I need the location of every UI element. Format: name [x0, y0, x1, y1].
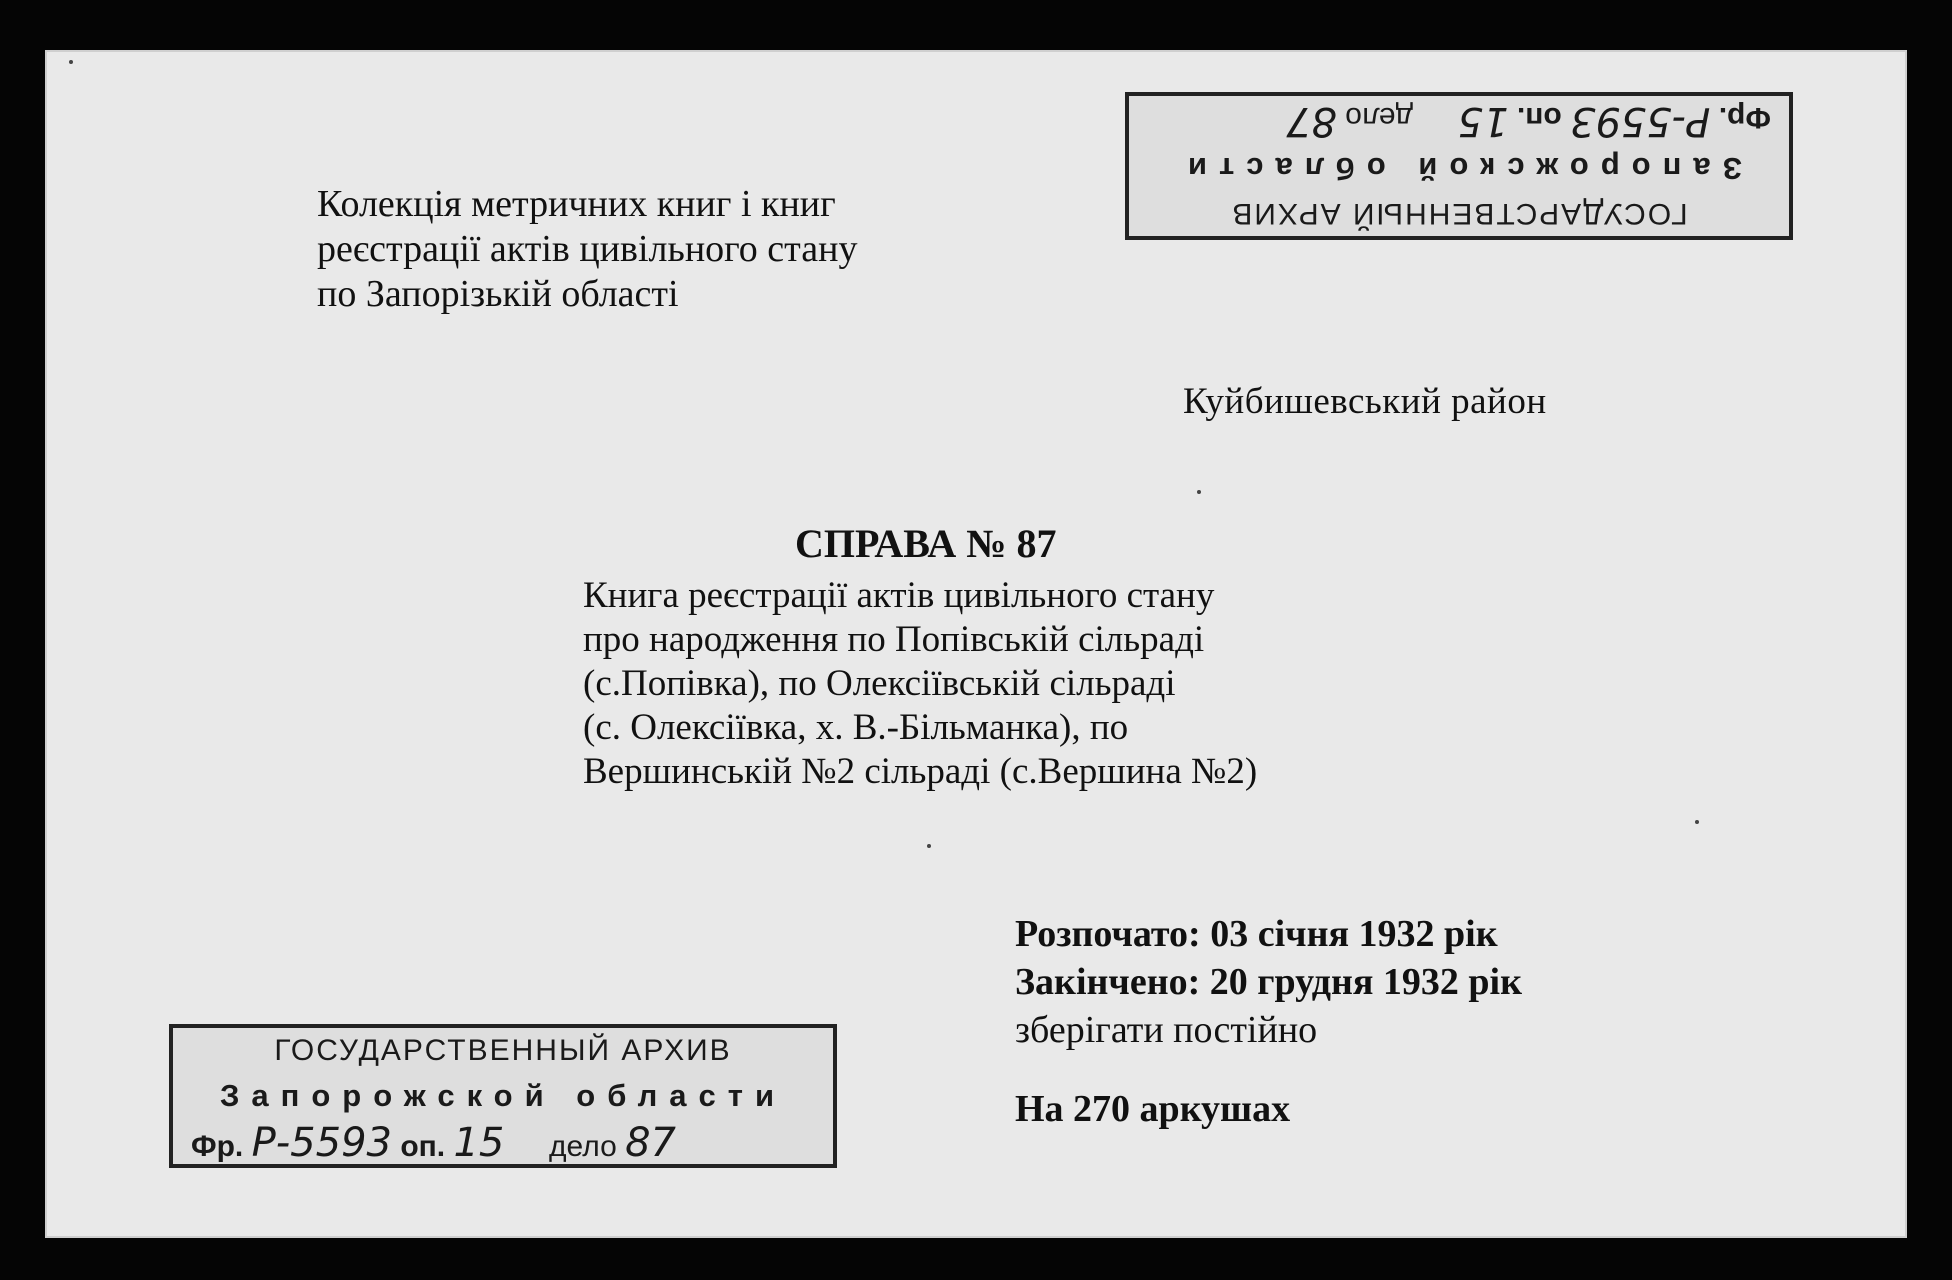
paper-speck: [69, 60, 73, 64]
case-description-line-2: про народження по Попівській сільраді: [583, 619, 1205, 660]
stamp-fond-label: Фр.: [1718, 101, 1771, 134]
retention-note: зберігати постійно: [1015, 1009, 1318, 1051]
archive-stamp: [169, 1024, 837, 1168]
case-title: СПРАВА № 87: [795, 521, 1057, 566]
date-started: Розпочато: 03 січня 1932 рік: [1015, 913, 1498, 955]
stamp-opis-value: 15: [1457, 98, 1509, 144]
stamp-opis-value: 15: [453, 1120, 505, 1166]
collection-heading: [317, 182, 857, 317]
district-label: Куйбишевський район: [1183, 381, 1547, 422]
dates-block: [1015, 910, 1522, 1054]
stamp-opis-label: оп.: [1516, 101, 1562, 134]
case-description-line-1: Книга реєстрації актів цивільного стану: [583, 575, 1215, 616]
case-description-line-5: Вершинській №2 сільраді (с.Вершина №2): [583, 751, 1258, 792]
paper-speck: [1695, 820, 1699, 824]
stamp-reference: [173, 1120, 833, 1166]
case-description-line-4: (с. Олексіївка, х. В.-Більманка), по: [583, 707, 1129, 748]
stamp-opis-label: оп.: [400, 1130, 446, 1163]
archive-stamp-inverted: [1125, 92, 1793, 240]
case-description: [583, 574, 1257, 794]
stamp-archive-name: ГОСУДАРСТВЕННЫЙ АРХИВ: [1230, 197, 1688, 230]
stamp-fond-value: Р-5593: [1570, 98, 1711, 144]
stamp-fond-value: Р-5593: [251, 1120, 392, 1166]
case-description-line-3: (с.Попівка), по Олексіївській сільраді: [583, 663, 1176, 704]
stamp-region: Запорожской области: [1175, 151, 1743, 186]
stamp-reference: [1129, 98, 1789, 144]
stamp-region: Запорожской области: [219, 1078, 787, 1113]
archive-cover-sheet: [45, 50, 1907, 1238]
stamp-delo-value: 87: [1285, 98, 1337, 144]
stamp-fond-label: Фр.: [191, 1130, 244, 1163]
collection-line-1: Колекція метричних книг і книг: [317, 183, 836, 225]
date-finished: Закінчено: 20 грудня 1932 рік: [1015, 961, 1523, 1003]
collection-line-3: по Запорізькій області: [317, 273, 679, 315]
stamp-delo-value: 87: [625, 1120, 677, 1166]
sheet-count: На 270 аркушах: [1015, 1088, 1291, 1130]
collection-line-2: реєстрації актів цивільного стану: [317, 228, 858, 270]
paper-speck: [927, 844, 931, 848]
stamp-delo-label: дело: [1345, 101, 1413, 134]
stamp-delo-label: дело: [549, 1130, 617, 1163]
stamp-archive-name: ГОСУДАРСТВЕННЫЙ АРХИВ: [274, 1034, 732, 1067]
paper-speck: [1197, 490, 1201, 494]
